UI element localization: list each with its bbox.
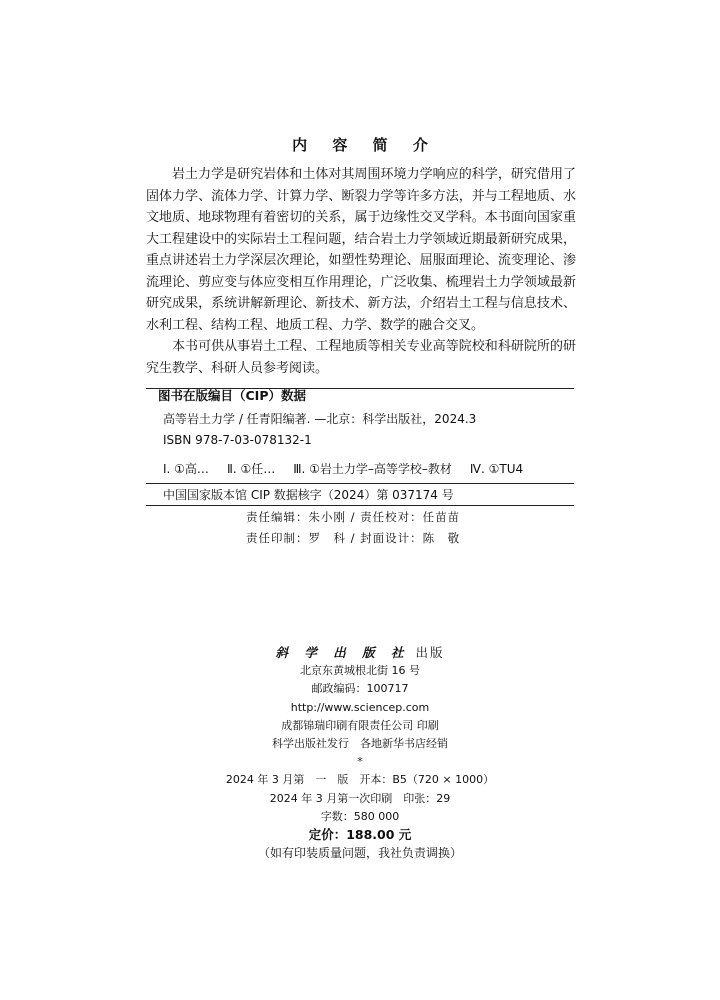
summary-paragraph-1: 岩土力学是研究岩体和土体对其周围环境力学响应的科学，研究借用了固体力学、流体力学、计算力学、断裂力学等许多方法，并与工程地质、水文地质、地球物理有着密切的关系，属于边缘性交叉学科。本书面向国家重大工程建设中的实际岩土工程问题，结合岩土力学领域近期最新研究成果，重点讲述岩土力学深层次理论，如塑性势理论、屈服面理论、流变理论、渗流理论、剪应变与体应变相互作用理论，广泛收集、梳理岩土力学领域最新研究成果，系统讲解新理论、新技术、新方法，介绍岩土工程与信息技术、水利工程、结构工程、地质工程、力学、数学的融合交叉。 (146, 167, 576, 333)
summary-paragraph-2: 本书可供从事岩土工程、工程地质等相关专业高等院校和科研院所的研究生教学、科研人员参考阅读。 (146, 339, 576, 376)
cip-entry: 高等岩土力学 / 任青阳编著. —北京：科学出版社，2024.3 (163, 412, 477, 426)
separator-asterisk: * (357, 755, 363, 769)
staff-editors: 责任编辑：朱小刚 / 责任校对：任苗苗 (246, 510, 461, 524)
page-title: 内 容 简 介 (292, 136, 438, 154)
publisher-address: 北京东黄城根北街 16 号 (300, 664, 420, 678)
publisher-name: 斜 学 出 版 社 (275, 645, 410, 660)
cip-bottom-divider (146, 505, 574, 506)
distribution: 科学出版社发行 各地新华书店经销 (272, 737, 448, 751)
quality-notice: （如有印装质量问题，我社负责调换） (257, 846, 462, 861)
postcode: 邮政编码：100717 (311, 682, 409, 696)
printing-sheets: 2024 年 3 月第一次印刷 印张：29 (269, 791, 451, 805)
cip-classifications (163, 459, 541, 479)
cip-heading: 图书在版编目（CIP）数据 (158, 388, 306, 403)
cip-middle-divider (146, 483, 574, 484)
cip-class-2: Ⅱ. ①任… (226, 462, 276, 476)
printer: 成都锦瑞印刷有限责任公司 印刷 (281, 718, 439, 732)
cip-class-4: Ⅳ. ①TU4 (469, 462, 524, 476)
content-summary (146, 164, 576, 379)
word-count: 字数：580 000 (320, 809, 400, 823)
publisher-line (0, 644, 720, 662)
cip-class-3: Ⅲ. ①岩土力学–高等学校–教材 (293, 462, 452, 476)
cip-class-1: Ⅰ. ①高… (163, 462, 209, 476)
staff-production: 责任印制：罗 科 / 封面设计：陈 敬 (246, 531, 461, 545)
website-url: http://www.sciencep.com (290, 700, 430, 714)
edition-format: 2024 年 3 月第 一 版 开本：B5（720 × 1000） (225, 773, 495, 787)
price: 定价：188.00 元 (308, 827, 412, 843)
publisher-suffix: 出版 (415, 645, 445, 660)
imprint-block (0, 644, 720, 862)
cip-record-number: 中国国家版本馆 CIP 数据核字（2024）第 037174 号 (163, 488, 454, 502)
isbn: ISBN 978-7-03-078132-1 (163, 433, 312, 447)
